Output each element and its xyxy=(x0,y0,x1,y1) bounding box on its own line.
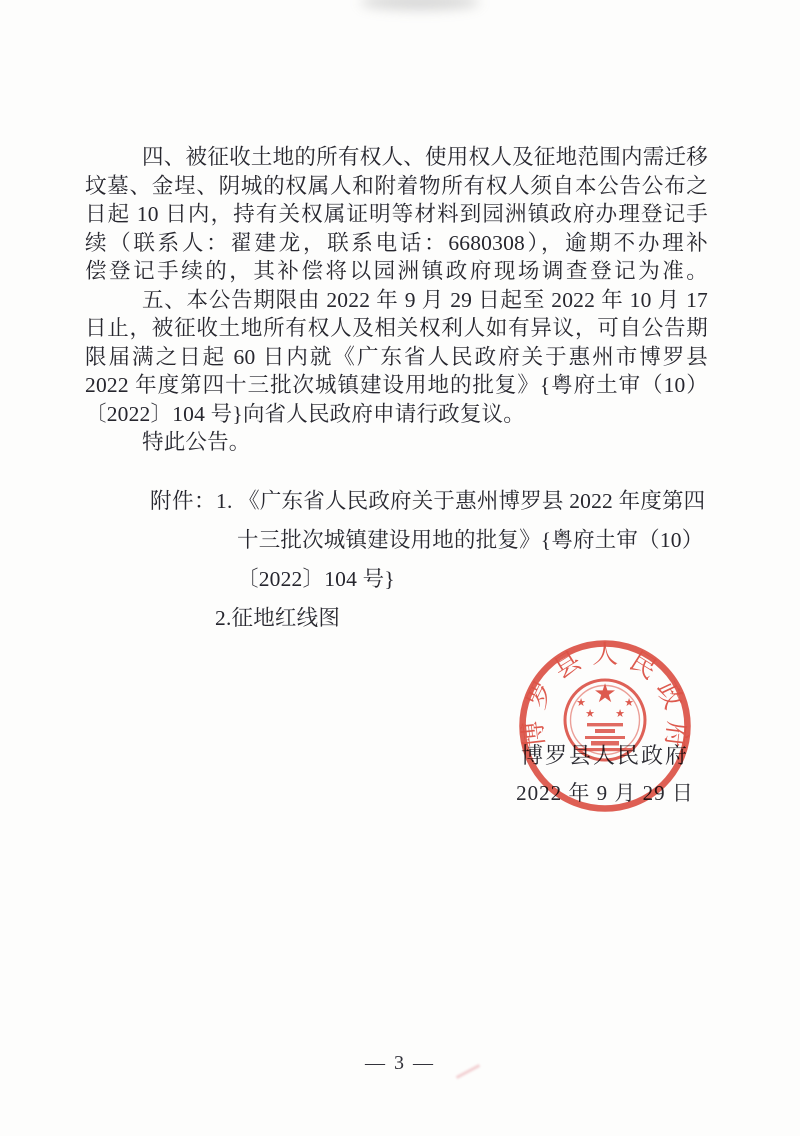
text-line: 〔2022〕104 号}向省人民政府申请行政复议。 xyxy=(85,401,525,426)
seal-ring-text: 博罗县人民政府 xyxy=(518,639,692,750)
attachment-line xyxy=(150,488,705,514)
text-line: 四、被征收土地的所有权人、使用权人及征地范围内需迁移 xyxy=(142,145,708,169)
svg-text:★: ★ xyxy=(576,697,586,709)
page-number: — 3 — xyxy=(365,1052,435,1074)
text-line: 五、本公告期限由 2022 年 9 月 29 日起至 2022 年 10 月 17 xyxy=(142,287,708,312)
text-line: 日起 10 日内，持有关权属证明等材料到园洲镇政府办理登记手 xyxy=(85,202,708,226)
svg-text:★: ★ xyxy=(585,708,595,720)
svg-text:★: ★ xyxy=(624,697,634,709)
signature-area xyxy=(517,638,693,838)
svg-text:★: ★ xyxy=(615,708,625,720)
attachment-line: 〔2022〕104 号} xyxy=(237,567,395,591)
svg-text:★: ★ xyxy=(593,679,617,708)
attachments-block xyxy=(150,488,710,638)
attachment-line: 2.征地红线图 xyxy=(215,606,341,630)
attachment-item-1-text: 1. 《广东省人民政府关于惠州博罗县 2022 年度第四 xyxy=(216,489,706,513)
signature-issuer: 博罗县人民政府 xyxy=(520,743,689,768)
body-paragraphs xyxy=(85,143,708,457)
text-line: 续（联系人：翟建龙，联系电话：6680308），逾期不办理补 xyxy=(85,230,708,255)
signature-date: 2022 年 9 月 29 日 xyxy=(516,781,694,805)
text-line: 日止，被征收土地所有权人及相关权利人如有异议，可自公告期 xyxy=(85,316,708,340)
text-line: 坟墓、金埕、阴城的权属人和附着物所有权人须自本公告公布之 xyxy=(85,173,708,198)
text-line: 限届满之日起 60 日内就《广东省人民政府关于惠州市博罗县 xyxy=(85,344,708,369)
attachment-label: 附件： xyxy=(150,489,217,513)
scan-artifact xyxy=(360,0,480,10)
attachment-line: 十三批次城镇建设用地的批复》{粤府土审（10） xyxy=(237,528,704,552)
text-line: 偿登记手续的，其补偿将以园洲镇政府现场调查登记为准。 xyxy=(85,259,708,283)
text-line: 2022 年度第四十三批次城镇建设用地的批复》{粤府土审（10） xyxy=(85,373,708,397)
text-line: 特此公告。 xyxy=(142,430,251,454)
